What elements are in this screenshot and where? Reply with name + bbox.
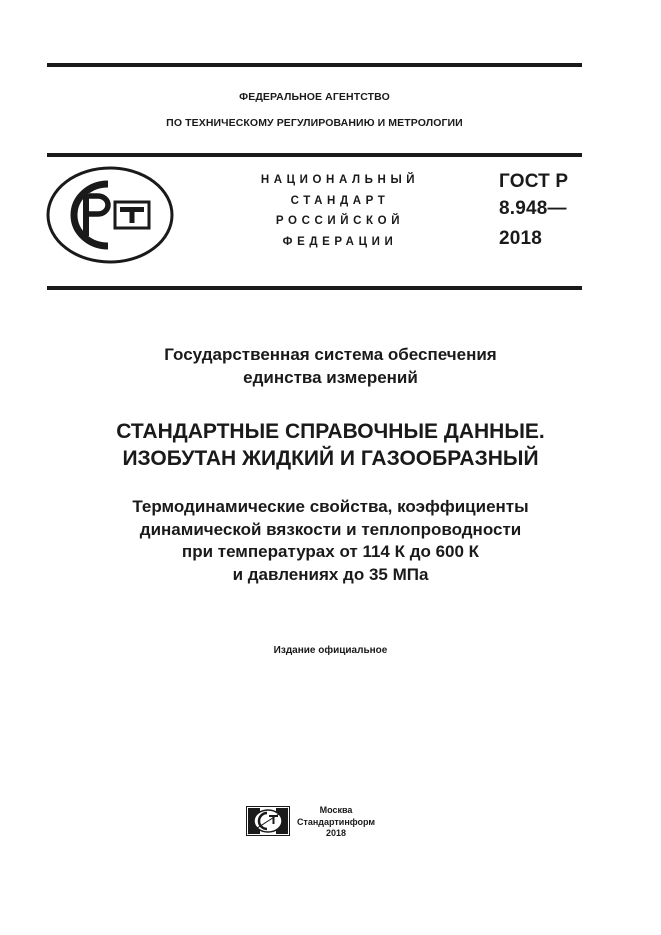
publisher-imprint <box>296 805 376 840</box>
designation-line-2: 8.948— <box>499 198 567 219</box>
publisher-city: Москва <box>319 805 353 815</box>
top-rule <box>47 63 582 67</box>
standard-type-line-4: ФЕДЕРАЦИИ <box>282 235 398 248</box>
designation-line-3: 2018 <box>499 228 543 249</box>
document-subtitle-line-1: Термодинамические свойства, коэффициенты <box>132 497 529 516</box>
designation-line-1: ГОСТ Р <box>499 171 569 192</box>
series-title-line-1: Государственная система обеспечения <box>164 345 497 364</box>
publisher-name: Стандартинформ <box>296 816 376 827</box>
standard-type-line-3: РОССИЙСКОЙ <box>275 215 405 227</box>
document-title-line-2: ИЗОБУТАН ЖИДКИЙ И ГАЗООБРАЗНЫЙ <box>122 447 539 470</box>
edition-note: Издание официальное <box>273 645 388 656</box>
series-title <box>0 343 661 389</box>
standard-type-line-1: НАЦИОНАЛЬНЫЙ <box>260 174 420 186</box>
document-subtitle <box>0 496 661 586</box>
agency-name-line-1: ФЕДЕРАЛЬНОЕ АГЕНТСТВО <box>239 91 390 103</box>
standartinform-logo-icon <box>246 806 290 836</box>
series-title-line-2: единства измерений <box>243 368 418 387</box>
document-subtitle-line-2: динамической вязкости и теплопроводности <box>139 519 522 539</box>
publisher-year: 2018 <box>325 828 347 838</box>
agency-name-line-2: ПО ТЕХНИЧЕСКОМУ РЕГУЛИРОВАНИЮ И МЕТРОЛОГИИ <box>166 117 463 129</box>
document-subtitle-line-4: и давлениях до 35 МПа <box>232 564 429 584</box>
middle-rule <box>47 153 582 157</box>
document-title-line-1: СТАНДАРТНЫЕ СПРАВОЧНЫЕ ДАННЫЕ. <box>116 420 545 443</box>
standard-type-line-2: СТАНДАРТ <box>290 194 390 207</box>
document-title <box>0 418 661 472</box>
bottom-rule <box>47 286 582 290</box>
document-subtitle-line-3: при температурах от 114 К до 600 К <box>181 542 480 561</box>
gost-rst-emblem-icon <box>46 166 174 264</box>
